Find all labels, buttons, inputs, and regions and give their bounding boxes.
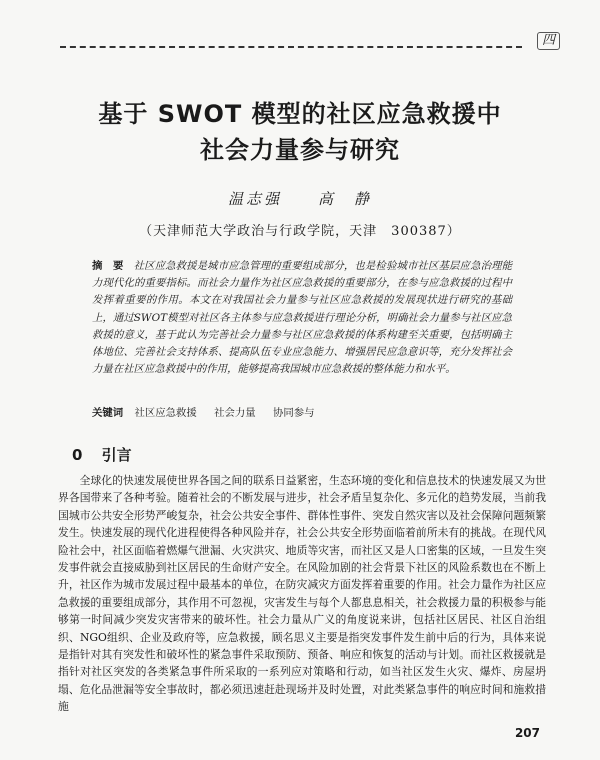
section-title: 引言 [101, 446, 132, 464]
header-rule [60, 46, 522, 48]
article-title-line1: 基于 SWOT 模型的社区应急救援中 [98, 100, 502, 128]
keyword: 社会力量 [214, 407, 256, 419]
keyword: 协同参与 [273, 407, 315, 419]
header-mark: 四 [537, 32, 560, 50]
affiliation: （天津师范大学政治与行政学院，天津 300387） [139, 224, 461, 239]
keywords-label: 关键词 [92, 407, 124, 419]
article-title-line2: 社会力量参与研究 [200, 136, 400, 164]
abstract-text: 社区应急救援是城市应急管理的重要组成部分，也是检验城市社区基层应急治理能力现代化的重要指标。而社会力量作为社区应急救援的重要部分，在参与应急救援的过程中发挥着重要的作用。本文在对我国社会力量参与社区应急救援的发展现状进行研究的基础上，通过SWOT模型对社区各主体参与应急救援进行理论分析，明确社会力量参与社区应急救援的意义，基于此认为完善社会力量参与社区应急救援的体系构建至关重要，包括明确主体地位、完善社会支持体系、提高队伍专业应急能力、增强居民应急意识等，充分发挥社会力量在社区应急救援中的作用，能够提高我国城市应急救援的整体能力和水平。 [92, 260, 513, 376]
body-paragraph: 全球化的快速发展使世界各国之间的联系日益紧密，生态环境的变化和信息技术的快速发展又为世界各国带来了各种考验。随着社会的不断发展与进步，社会矛盾呈复杂化、多元化的趋势发展，当前我国城市公共安全形势严峻复杂，社会公共安全事件、群体性事件、突发自然灾害以及社会保障问题频繁发生。快速发展的现代化进程使得各种风险并存，社会公共安全形势面临着前所未有的挑战。在现代风险社会中，社区面临着燃爆气泄漏、火灾洪灾、地质等灾害，而社区又是人口密集的区域，一旦发生突发事件就会直接威胁到社区居民的生命财产安全。在风险加剧的社会背景下社区的风险系数也在不断上升，社区作为城市发展过程中最基本的单位，在防灾减灾方面发挥着重要的作用。社会力量作为社区应急救援的重要组成部分，其作用不可忽视，灾害发生与每个人都息息相关，社会救援力量的积极参与能够第一时间减少突发灾害带来的破坏性。社会力量从广义的角度说来讲，包括社区居民、社区自治组织、NGO组织、企业及政府等，应急救援，顾名思义主要是指突发事件发生前中后的行为，具体来说是指针对其有突发性和破坏性的紧急事件采取预防、预备、响应和恢复的活动与计划。而社区救援就是指针对社区突发的各类紧急事件所采取的一系列应对策略和行动，如当社区发生火灾、爆炸、房屋坍塌、危化品泄漏等安全事故时，都必须迅速赶赴现场并及时处置，对此类紧急事件的响应时间和施救措施 [58, 474, 546, 714]
keyword: 社区应急救援 [134, 407, 197, 419]
section-heading [72, 444, 132, 465]
section-number: 0 [72, 446, 83, 464]
authors: 温志强 高 静 [227, 190, 372, 208]
abstract [92, 258, 512, 378]
page-number: 207 [514, 726, 540, 740]
abstract-label: 摘 要 [92, 260, 124, 272]
keywords [92, 405, 512, 421]
